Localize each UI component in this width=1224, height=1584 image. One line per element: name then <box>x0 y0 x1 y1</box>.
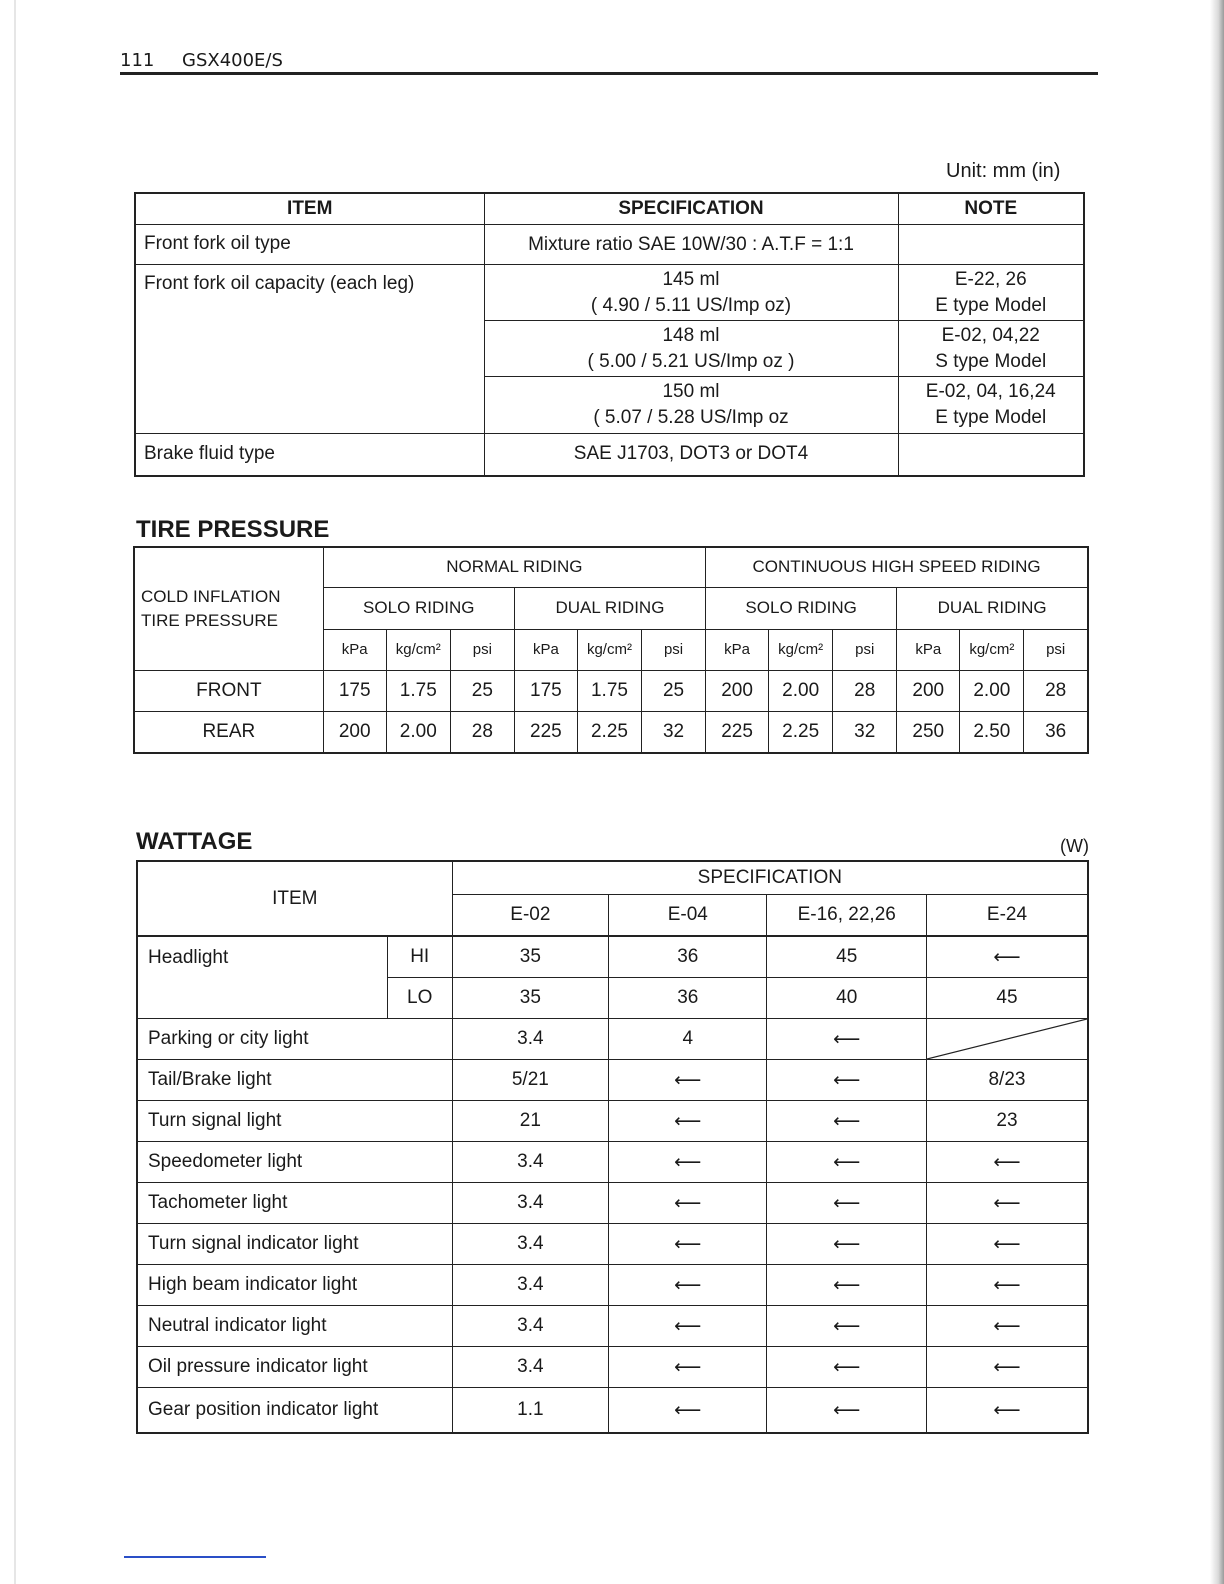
wattage-row-label: High beam indicator light <box>137 1265 452 1306</box>
wattage-value: 3.4 <box>452 1306 608 1347</box>
tire-value: 2.00 <box>769 670 833 711</box>
same-as-left-arrow: ⟵ <box>767 1306 926 1347</box>
same-as-left-arrow: ⟵ <box>926 1388 1088 1434</box>
page-header <box>120 50 1098 75</box>
spec-header-specification: SPECIFICATION <box>484 193 898 225</box>
wattage-row-label: Gear position indicator light <box>137 1388 452 1434</box>
tire-value: 28 <box>450 711 514 753</box>
unit-kpa: kPa <box>706 629 769 670</box>
tire-value: 200 <box>897 670 960 711</box>
same-as-left-arrow: ⟵ <box>767 1142 926 1183</box>
unit-kpa: kPa <box>897 629 960 670</box>
wattage-value: 45 <box>767 936 926 978</box>
same-as-left-arrow: ⟵ <box>926 1183 1088 1224</box>
same-as-left-arrow: ⟵ <box>609 1142 767 1183</box>
wattage-value: 36 <box>609 936 767 978</box>
capacity-option <box>485 377 898 433</box>
wattage-row <box>137 1347 1088 1388</box>
fork-oil-capacity-notes <box>898 265 1084 434</box>
capacity-note <box>899 265 1084 321</box>
fork-oil-capacity-values <box>484 265 898 434</box>
wattage-value: 3.4 <box>452 1265 608 1306</box>
wattage-row <box>137 1142 1088 1183</box>
wattage-row <box>137 1306 1088 1347</box>
page-number: 111 <box>120 50 155 71</box>
wattage-row-label: Turn signal indicator light <box>137 1224 452 1265</box>
tire-value: 1.75 <box>386 670 450 711</box>
unit-kgcm: kg/cm² <box>769 629 833 670</box>
wattage-table <box>136 860 1089 1434</box>
unit-psi: psi <box>642 629 706 670</box>
tire-value: 28 <box>833 670 897 711</box>
fork-oil-capacity-label: Front fork oil capacity (each leg) <box>135 265 484 434</box>
wattage-row-label: Turn signal light <box>137 1101 452 1142</box>
note-model: E type Model <box>935 407 1047 428</box>
tire-value: 2.00 <box>386 711 450 753</box>
column-header: E-02 <box>452 895 608 937</box>
same-as-left-arrow: ⟵ <box>926 1142 1088 1183</box>
unit-psi: psi <box>1024 629 1088 670</box>
wattage-spec-header: SPECIFICATION <box>452 861 1088 895</box>
same-as-left-arrow: ⟵ <box>609 1183 767 1224</box>
column-header: E-04 <box>609 895 767 937</box>
wattage-row <box>137 1265 1088 1306</box>
wattage-value: 21 <box>452 1101 608 1142</box>
capacity-note <box>899 377 1084 433</box>
normal-riding-header: NORMAL RIDING <box>323 547 705 587</box>
cold-inflation-label: COLD INFLATION TIRE PRESSURE <box>134 547 323 670</box>
tire-value: 2.00 <box>960 670 1024 711</box>
wattage-value: 1.1 <box>452 1388 608 1434</box>
spec-table <box>134 192 1085 477</box>
fork-oil-type-label: Front fork oil type <box>135 225 484 265</box>
fork-oil-type-note <box>898 225 1084 265</box>
note-model: S type Model <box>935 351 1047 372</box>
tire-value: 200 <box>706 670 769 711</box>
headlight-label: Headlight <box>137 936 387 1019</box>
tire-value: 225 <box>514 711 577 753</box>
wattage-title: WATTAGE <box>136 828 253 855</box>
wattage-item-header: ITEM <box>137 861 452 936</box>
tire-value: 25 <box>450 670 514 711</box>
same-as-left-arrow: ⟵ <box>609 1306 767 1347</box>
same-as-left-arrow: ⟵ <box>926 1224 1088 1265</box>
wattage-value: 4 <box>609 1019 767 1060</box>
same-as-left-arrow: ⟵ <box>609 1101 767 1142</box>
same-as-left-arrow: ⟵ <box>609 1060 767 1101</box>
same-as-left-arrow: ⟵ <box>767 1060 926 1101</box>
same-as-left-arrow: ⟵ <box>926 1306 1088 1347</box>
same-as-left-arrow: ⟵ <box>767 1388 926 1434</box>
wattage-value: 35 <box>452 936 608 978</box>
not-applicable-cell <box>926 1019 1088 1060</box>
wattage-row-label: Parking or city light <box>137 1019 452 1060</box>
fork-oil-type-value: Mixture ratio SAE 10W/30 : A.T.F = 1:1 <box>484 225 898 265</box>
tire-value: 200 <box>323 711 386 753</box>
unit-kgcm: kg/cm² <box>960 629 1024 670</box>
same-as-left-arrow: ⟵ <box>609 1265 767 1306</box>
tire-row-rear <box>134 711 1088 753</box>
unit-kgcm: kg/cm² <box>386 629 450 670</box>
brake-fluid-label: Brake fluid type <box>135 434 484 476</box>
unit-note: Unit: mm (in) <box>946 160 1061 182</box>
wattage-value: 3.4 <box>452 1142 608 1183</box>
wattage-value: 3.4 <box>452 1183 608 1224</box>
wattage-value: 8/23 <box>926 1060 1088 1101</box>
note-destination: E-02, 04,22 <box>941 325 1040 346</box>
wattage-row <box>137 1060 1088 1101</box>
tire-pressure-table <box>133 546 1089 754</box>
unit-psi: psi <box>450 629 514 670</box>
normal-dual-header: DUAL RIDING <box>514 587 705 629</box>
diagonal-slash-icon <box>927 1019 1087 1059</box>
tire-value: 32 <box>642 711 706 753</box>
tire-value: 225 <box>706 711 769 753</box>
note-destination: E-02, 04, 16,24 <box>925 381 1056 402</box>
wattage-value: 3.4 <box>452 1019 608 1060</box>
capacity-option <box>485 265 898 321</box>
same-as-left-arrow: ⟵ <box>609 1224 767 1265</box>
spec-header-item: ITEM <box>135 193 484 225</box>
wattage-value: 35 <box>452 978 608 1019</box>
wattage-value: 23 <box>926 1101 1088 1142</box>
tire-value: 1.75 <box>577 670 641 711</box>
column-header: E-24 <box>926 895 1088 937</box>
footer-rule <box>124 1556 266 1558</box>
capacity-ml: 150 ml <box>662 381 720 402</box>
rear-label: REAR <box>134 711 323 753</box>
headlight-hi-row <box>137 936 1088 978</box>
same-as-left-arrow: ⟵ <box>767 1224 926 1265</box>
continuous-riding-header: CONTINUOUS HIGH SPEED RIDING <box>706 547 1088 587</box>
normal-solo-header: SOLO RIDING <box>323 587 514 629</box>
wattage-row-label: Oil pressure indicator light <box>137 1347 452 1388</box>
tire-value: 25 <box>642 670 706 711</box>
brake-fluid-note <box>898 434 1084 476</box>
tire-value: 2.25 <box>769 711 833 753</box>
tire-value: 175 <box>514 670 577 711</box>
scan-edge-shadow <box>1210 0 1224 1584</box>
tire-value: 2.50 <box>960 711 1024 753</box>
model-name: GSX400E/S <box>182 50 283 71</box>
tire-value: 32 <box>833 711 897 753</box>
unit-kpa: kPa <box>323 629 386 670</box>
wattage-value: 40 <box>767 978 926 1019</box>
unit-kpa: kPa <box>514 629 577 670</box>
same-as-left-arrow: ⟵ <box>767 1347 926 1388</box>
wattage-row-label: Speedometer light <box>137 1142 452 1183</box>
capacity-ml: 148 ml <box>662 325 720 346</box>
wattage-row <box>137 1388 1088 1434</box>
wattage-row <box>137 1019 1088 1060</box>
wattage-value: 5/21 <box>452 1060 608 1101</box>
note-model: E type Model <box>935 295 1047 316</box>
column-header: E-16, 22,26 <box>767 895 926 937</box>
wattage-row <box>137 1101 1088 1142</box>
capacity-note <box>899 321 1084 377</box>
wattage-value: 3.4 <box>452 1347 608 1388</box>
wattage-value: 45 <box>926 978 1088 1019</box>
same-as-left-arrow: ⟵ <box>767 1101 926 1142</box>
wattage-row <box>137 1224 1088 1265</box>
wattage-row <box>137 1183 1088 1224</box>
wattage-value: 36 <box>609 978 767 1019</box>
tire-row-front <box>134 670 1088 711</box>
continuous-solo-header: SOLO RIDING <box>706 587 897 629</box>
lo-label: LO <box>387 978 452 1019</box>
wattage-row-label: Neutral indicator light <box>137 1306 452 1347</box>
same-as-left-arrow: ⟵ <box>609 1347 767 1388</box>
same-as-left-arrow: ⟵ <box>767 1019 926 1060</box>
note-destination: E-22, 26 <box>954 269 1027 290</box>
tire-value: 36 <box>1024 711 1088 753</box>
capacity-oz: ( 4.90 / 5.11 US/Imp oz) <box>590 295 792 316</box>
tire-value: 250 <box>897 711 960 753</box>
unit-kgcm: kg/cm² <box>577 629 641 670</box>
same-as-left-arrow: ⟵ <box>926 1347 1088 1388</box>
same-as-left-arrow: ⟵ <box>609 1388 767 1434</box>
capacity-oz: ( 5.00 / 5.21 US/Imp oz ) <box>587 351 795 372</box>
wattage-unit: (W) <box>1060 836 1089 856</box>
same-as-left-arrow: ⟵ <box>926 1265 1088 1306</box>
wattage-row-label: Tachometer light <box>137 1183 452 1224</box>
tire-value: 2.25 <box>577 711 641 753</box>
continuous-dual-header: DUAL RIDING <box>897 587 1088 629</box>
scan-margin-line <box>14 0 16 1584</box>
spec-header-note: NOTE <box>898 193 1084 225</box>
front-label: FRONT <box>134 670 323 711</box>
tire-value: 28 <box>1024 670 1088 711</box>
same-as-left-arrow: ⟵ <box>767 1265 926 1306</box>
wattage-row-label: Tail/Brake light <box>137 1060 452 1101</box>
hi-label: HI <box>387 936 452 978</box>
brake-fluid-value: SAE J1703, DOT3 or DOT4 <box>484 434 898 476</box>
capacity-oz: ( 5.07 / 5.28 US/Imp oz <box>593 407 789 428</box>
unit-psi: psi <box>833 629 897 670</box>
wattage-value: 3.4 <box>452 1224 608 1265</box>
capacity-option <box>485 321 898 377</box>
same-as-left-arrow: ⟵ <box>767 1183 926 1224</box>
same-as-left-arrow: ⟵ <box>926 936 1088 978</box>
tire-pressure-title: TIRE PRESSURE <box>136 516 330 543</box>
capacity-ml: 145 ml <box>662 269 720 290</box>
tire-value: 175 <box>323 670 386 711</box>
